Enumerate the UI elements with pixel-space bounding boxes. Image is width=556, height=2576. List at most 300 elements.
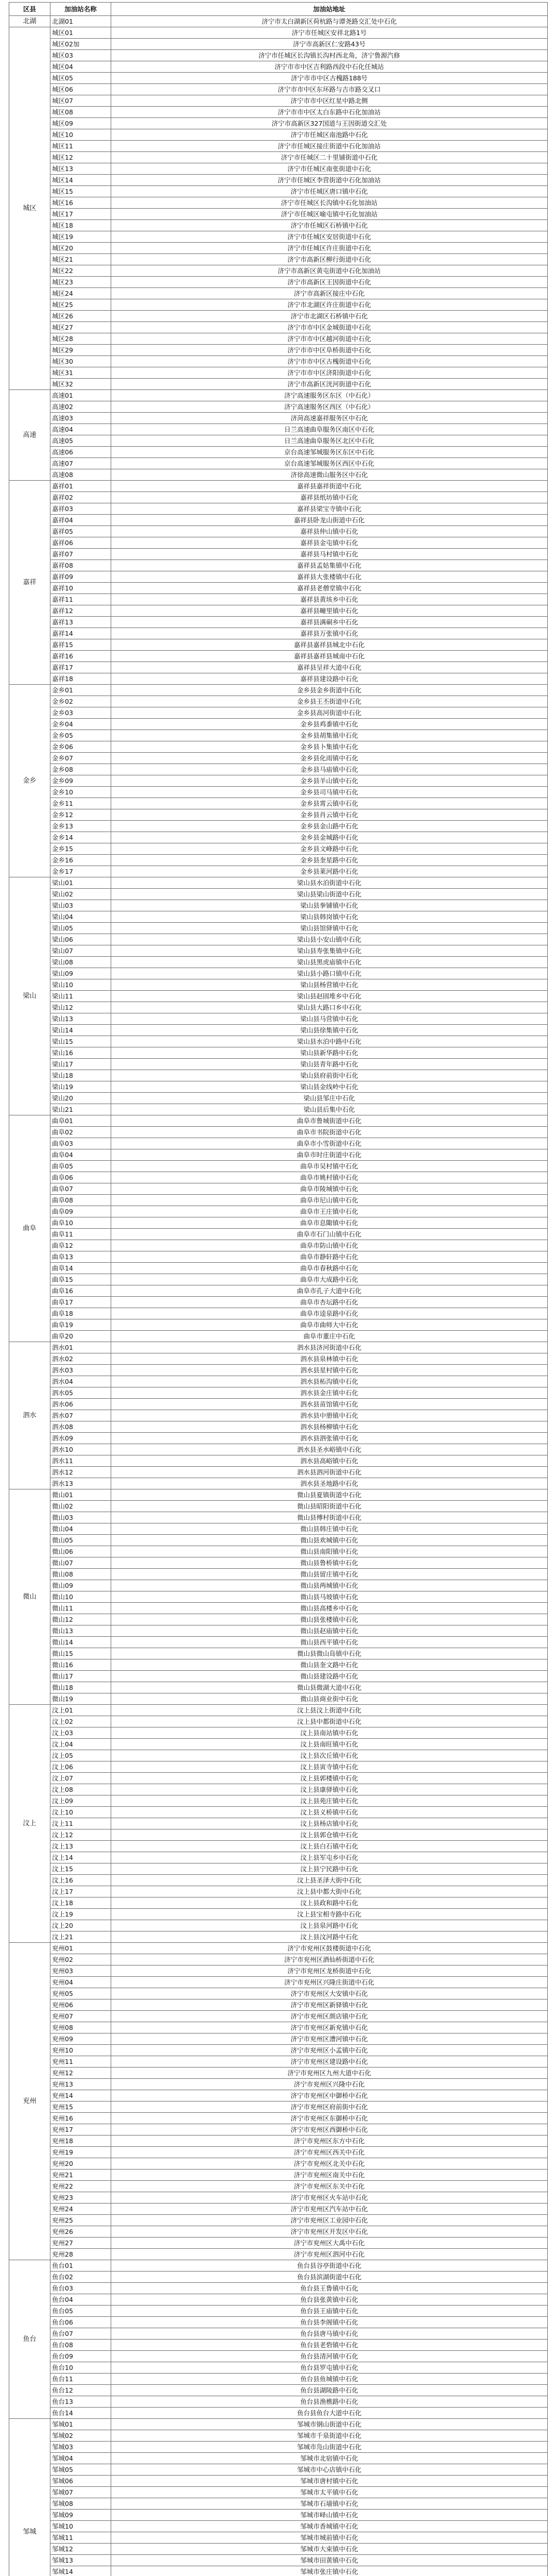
table-row [9,2566,548,2576]
table-row [9,1365,548,1376]
table-row [9,537,548,549]
station-address-cell: 济宁市高新区柳行街道中石化 [111,254,548,265]
table-row [9,1104,548,1115]
station-name-cell: 汶上19 [50,1909,111,1920]
station-address-cell: 济宁市任城区南张街道中石化 [111,163,548,175]
station-address-cell: 济宁市兖州区九州大道中石化 [111,2067,548,2079]
station-address-cell: 济宁市兖州区北关中石化 [111,2158,548,2170]
table-row [9,2272,548,2283]
table-row [9,2090,548,2102]
station-name-cell: 曲阜17 [50,1297,111,1308]
table-row [9,741,548,753]
station-address-cell: 金乡县化雨镇中石化 [111,753,548,764]
station-address-cell: 鱼台县滨湖街道中石化 [111,2272,548,2283]
table-row [9,1319,548,1331]
station-name-cell: 城区17 [50,209,111,220]
station-name-cell: 微山06 [50,1546,111,1557]
station-name-cell: 曲阜03 [50,1138,111,1149]
station-name-cell: 兖州19 [50,2147,111,2158]
station-name-cell: 城区21 [50,254,111,265]
table-row [9,1206,548,1217]
station-name-cell: 汶上07 [50,1773,111,1784]
table-row [9,1784,548,1795]
table-row [9,1501,548,1512]
station-address-cell: 鱼台县唐马镇中石化 [111,2328,548,2340]
station-address-cell: 济宁市高新区仁安路43号 [111,39,548,50]
table-row [9,1455,548,1467]
table-row [9,1750,548,1761]
table-row [9,866,548,877]
table-row [9,1659,548,1671]
station-name-cell: 鱼台08 [50,2340,111,2351]
table-row [9,1863,548,1875]
station-address-cell: 曲阜市石门山镇中石化 [111,1229,548,1240]
table-row [9,1841,548,1852]
station-name-cell: 微山11 [50,1603,111,1614]
table-row [9,605,548,617]
station-address-cell: 曲阜市逵泉路中石化 [111,1308,548,1319]
table-row [9,254,548,265]
station-address-cell: 金乡县文峰路中石化 [111,843,548,855]
table-row [9,1093,548,1104]
station-name-cell: 兖州24 [50,2204,111,2215]
table-row [9,152,548,163]
station-name-cell: 鱼台04 [50,2294,111,2306]
table-row [9,311,548,322]
station-name-cell: 汶上02 [50,1716,111,1727]
table-row [9,1047,548,1059]
table-row [9,503,548,515]
table-row [9,1115,548,1127]
table-row [9,2374,548,2385]
station-name-cell: 城区07 [50,95,111,107]
station-address-cell: 邹城市中心店镇中石化 [111,2464,548,2476]
station-name-cell: 汶上14 [50,1852,111,1863]
table-row [9,639,548,651]
station-address-cell: 金乡县卜集镇中石化 [111,741,548,753]
station-name-cell: 邹城13 [50,2555,111,2566]
station-name-cell: 邹城01 [50,2419,111,2430]
station-address-cell: 曲阜市息陬镇中石化 [111,1217,548,1229]
region-cell: 金乡 [9,685,50,877]
station-address-cell: 鱼台县谷亭街道中石化 [111,2260,548,2272]
station-name-cell: 鱼台14 [50,2408,111,2419]
station-name-cell: 邹城09 [50,2510,111,2521]
station-name-cell: 兖州09 [50,2033,111,2045]
station-name-cell: 汶上04 [50,1739,111,1750]
station-address-cell: 邹城市石墙镇中石化 [111,2498,548,2510]
station-address-cell: 济宁市兖州区开发区中石化 [111,2226,548,2238]
station-address-cell: 济宁市兖州区新兖镇中石化 [111,2022,548,2033]
station-name-cell: 汶上01 [50,1705,111,1716]
station-name-cell: 微山04 [50,1523,111,1535]
station-name-cell: 曲阜15 [50,1274,111,1285]
station-address-cell: 济宁市兖州区新驿镇中石化 [111,1999,548,2011]
station-name-cell: 兖州08 [50,2022,111,2033]
station-address-cell: 济宁市任城区许庄街道中石化 [111,243,548,254]
table-row [9,1399,548,1410]
station-name-cell: 嘉祥09 [50,571,111,583]
table-row [9,447,548,458]
table-row [9,1421,548,1433]
station-address-cell: 鱼台县张黄镇中石化 [111,2294,548,2306]
station-name-cell: 兖州05 [50,1988,111,1999]
table-row [9,1376,548,1387]
station-name-cell: 鱼台07 [50,2328,111,2340]
station-address-cell: 济宁市市中区阜桥街道中石化 [111,345,548,356]
station-name-cell: 城区10 [50,129,111,141]
station-name-cell: 邹城08 [50,2498,111,2510]
station-address-cell: 金乡县高河街道中石化 [111,707,548,719]
station-address-cell: 济宁市任城区李营街道中石化加油站 [111,175,548,186]
station-address-cell: 鱼台县渔樵路中石化 [111,2396,548,2408]
station-address-cell: 曲阜市鲁城街道中石化 [111,1115,548,1127]
station-name-cell: 梁山04 [50,911,111,923]
station-name-cell: 曲阜09 [50,1206,111,1217]
station-name-cell: 微山17 [50,1671,111,1682]
table-row [9,1342,548,1353]
station-name-cell: 泗水03 [50,1365,111,1376]
station-address-cell: 济宁市兖州区东方中石化 [111,2136,548,2147]
table-row [9,2317,548,2328]
station-name-cell: 兖州25 [50,2215,111,2226]
station-name-cell: 鱼台01 [50,2260,111,2272]
table-row [9,1557,548,1569]
station-address-cell: 梁山县大路口乡中石化 [111,1002,548,1013]
station-name-cell: 微山13 [50,1625,111,1637]
table-row [9,662,548,673]
station-address-cell: 济宁市兖州区泗河中石化 [111,2249,548,2260]
station-address-cell: 济宁市兖州区鼓楼街道中石化 [111,1943,548,1954]
station-address-cell: 曲阜市孔子大道中石化 [111,1285,548,1297]
station-address-cell: 泗水县中册镇中石化 [111,1410,548,1421]
station-address-cell: 泗水县泗河街道中石化 [111,1467,548,1478]
station-name-cell: 曲阜05 [50,1161,111,1172]
table-row [9,583,548,594]
table-row [9,2147,548,2158]
station-name-cell: 城区14 [50,175,111,186]
station-address-cell: 济宁市兖州区大禹中石化 [111,2238,548,2249]
station-address-cell: 嘉祥县马村镇中石化 [111,549,548,560]
station-address-cell: 微山县高楼乡中石化 [111,1603,548,1614]
table-row [9,2170,548,2181]
station-address-cell: 梁山县韩岗镇中石化 [111,911,548,923]
station-address-cell: 邹城市太平镇中石化 [111,2487,548,2498]
station-address-cell: 嘉祥县仲山镇中石化 [111,526,548,537]
table-row [9,1614,548,1625]
station-address-cell: 济宁市市中区东环路与吉市路交叉口 [111,84,548,95]
station-address-cell: 嘉祥县疃里镇中石化 [111,605,548,617]
station-name-cell: 微山15 [50,1648,111,1659]
station-name-cell: 泗水04 [50,1376,111,1387]
station-name-cell: 金乡05 [50,730,111,741]
table-row [9,2079,548,2090]
station-name-cell: 嘉祥07 [50,549,111,560]
station-name-cell: 金乡02 [50,696,111,707]
table-row [9,1489,548,1501]
region-cell: 北湖 [9,16,50,27]
table-row [9,2498,548,2510]
table-row [9,1138,548,1149]
station-name-cell: 曲阜07 [50,1183,111,1195]
station-address-cell: 济宁市市中区越河街道中石化 [111,333,548,345]
station-name-cell: 曲阜18 [50,1308,111,1319]
table-row [9,696,548,707]
station-name-cell: 汶上10 [50,1807,111,1818]
table-row [9,2362,548,2374]
station-address-cell: 金乡县肖云镇中石化 [111,809,548,821]
station-name-cell: 城区22 [50,265,111,277]
table-row [9,492,548,503]
station-address-cell: 汶上县汶河路中石化 [111,1931,548,1943]
station-address-cell: 微山县南阳镇中石化 [111,1546,548,1557]
station-name-cell: 兖州03 [50,1965,111,1977]
station-address-cell: 嘉祥县孟姑集镇中石化 [111,560,548,571]
table-row [9,2453,548,2464]
station-address-cell: 济宁市高新区327国道与王因街道交汇处 [111,118,548,129]
station-name-cell: 汶上17 [50,1886,111,1897]
station-name-cell: 金乡12 [50,809,111,821]
region-cell: 梁山 [9,877,50,1115]
table-row [9,1682,548,1693]
station-address-cell: 微山县韩庄镇中石化 [111,1523,548,1535]
table-row [9,2260,548,2272]
table-row [9,186,548,197]
station-name-cell: 金乡17 [50,866,111,877]
station-name-cell: 嘉祥05 [50,526,111,537]
table-row [9,1081,548,1093]
station-name-cell: 梁山08 [50,957,111,968]
station-address-cell: 济宁市兖州区漕河镇中石化 [111,2033,548,2045]
station-name-cell: 嘉祥13 [50,617,111,628]
table-row [9,1909,548,1920]
station-address-cell: 济宁市兖州区府前街中石化 [111,2102,548,2113]
station-name-cell: 梁山18 [50,1070,111,1081]
station-address-cell: 汶上县白石镇中石化 [111,1841,548,1852]
table-row [9,1331,548,1342]
station-name-cell: 兖州02 [50,1954,111,1965]
station-name-cell: 泗水09 [50,1433,111,1444]
station-address-cell: 邹城市张庄镇中石化 [111,2566,548,2576]
station-name-cell: 鱼台06 [50,2317,111,2328]
station-address-cell: 汶上县义桥镇中石化 [111,1807,548,1818]
table-row [9,1251,548,1263]
station-name-cell: 梁山05 [50,923,111,934]
table-row [9,843,548,855]
table-row [9,2067,548,2079]
station-address-cell: 汶上县杨店镇中石化 [111,1818,548,1829]
table-row [9,73,548,84]
station-name-cell: 兖州12 [50,2067,111,2079]
table-row [9,209,548,220]
station-address-cell: 鱼台县鱼台大道中石化 [111,2408,548,2419]
table-row [9,2396,548,2408]
station-address-cell: 邹城市千泉街道中石化 [111,2430,548,2442]
station-address-cell: 曲阜市时庄街道中石化 [111,1149,548,1161]
station-address-cell: 济宁市兖州区西关中石化 [111,2147,548,2158]
station-name-cell: 兖州15 [50,2102,111,2113]
station-address-cell: 济宁市市中区金城街道中石化 [111,322,548,333]
station-name-cell: 嘉祥16 [50,651,111,662]
table-row [9,2419,548,2430]
station-name-cell: 邹城04 [50,2453,111,2464]
station-address-cell: 鱼台县王庙镇中石化 [111,2306,548,2317]
station-name-cell: 汶上06 [50,1761,111,1773]
region-cell: 兖州 [9,1943,50,2260]
station-name-cell: 梁山03 [50,900,111,911]
station-address-cell: 京台高速邹城服务区东区中石化 [111,447,548,458]
table-row [9,61,548,73]
station-address-cell: 邹城市凫山街道中石化 [111,2442,548,2453]
table-row [9,1036,548,1047]
station-address-cell: 汶上县南旺镇中石化 [111,1739,548,1750]
station-name-cell: 金乡08 [50,764,111,775]
station-address-cell: 济宁市兖州区火车站中石化 [111,2192,548,2204]
table-row [9,1444,548,1455]
table-row [9,821,548,832]
station-address-cell: 梁山县寿张集镇中石化 [111,945,548,957]
table-row [9,730,548,741]
station-name-cell: 嘉祥08 [50,560,111,571]
table-row [9,968,548,979]
station-name-cell: 兖州21 [50,2170,111,2181]
station-name-cell: 城区20 [50,243,111,254]
table-row [9,2136,548,2147]
table-row [9,764,548,775]
station-address-cell: 济宁市任城区安居街道中石化 [111,231,548,243]
station-address-cell: 邹城市城前镇中石化 [111,2532,548,2544]
station-address-cell: 泗水县高峪镇中石化 [111,1455,548,1467]
station-address-cell: 鱼台县清河镇中石化 [111,2351,548,2362]
station-address-cell: 济宁市高新区接庄中石化 [111,288,548,299]
station-address-cell: 济徐高速微山服务区中石化 [111,469,548,481]
table-row [9,1999,548,2011]
station-name-cell: 鱼台11 [50,2374,111,2385]
station-name-cell: 梁山13 [50,1013,111,1025]
station-address-cell: 微山县张楼镇中石化 [111,1614,548,1625]
table-row [9,481,548,492]
region-cell: 邹城 [9,2419,50,2576]
table-row [9,1603,548,1614]
station-name-cell: 曲阜08 [50,1195,111,1206]
station-address-cell: 微山县留庄镇中石化 [111,1569,548,1580]
station-address-cell: 京台高速邹城服务区西区中石化 [111,458,548,469]
table-row [9,1569,548,1580]
station-address-cell: 汶上县军屯乡中石化 [111,1852,548,1863]
table-row [9,95,548,107]
table-row [9,1693,548,1705]
station-name-cell: 兖州18 [50,2136,111,2147]
station-address-cell: 鱼台县罗屯镇中石化 [111,2362,548,2374]
table-row [9,1739,548,1750]
table-row [9,163,548,175]
station-address-cell: 济宁市市中区古槐街道中石化 [111,356,548,367]
station-name-cell: 梁山19 [50,1081,111,1093]
table-row [9,1671,548,1682]
station-name-cell: 邹城07 [50,2487,111,2498]
table-row [9,435,548,447]
station-name-cell: 金乡14 [50,832,111,843]
station-name-cell: 金乡03 [50,707,111,719]
station-address-cell: 汶上县中都街道中石化 [111,1716,548,1727]
table-row [9,1637,548,1648]
table-body [9,16,548,2576]
station-name-cell: 城区03 [50,50,111,61]
table-row [9,1591,548,1603]
station-name-cell: 曲阜19 [50,1319,111,1331]
station-name-cell: 汶上15 [50,1863,111,1875]
station-name-cell: 汶上21 [50,1931,111,1943]
table-row [9,1965,548,1977]
table-row [9,617,548,628]
table-row [9,1070,548,1081]
station-name-cell: 汶上13 [50,1841,111,1852]
station-name-cell: 嘉祥17 [50,662,111,673]
table-row [9,141,548,152]
station-address-cell: 嘉祥县卧龙山街道中石化 [111,515,548,526]
station-address-cell: 邹城市峄山镇中石化 [111,2510,548,2521]
station-name-cell: 曲阜16 [50,1285,111,1297]
station-name-cell: 金乡15 [50,843,111,855]
station-address-cell: 梁山县赵固堆乡中石化 [111,991,548,1002]
table-row [9,1931,548,1943]
table-row [9,2192,548,2204]
table-row [9,299,548,311]
station-address-cell: 嘉祥县纸坊镇中石化 [111,492,548,503]
table-row [9,526,548,537]
station-address-cell: 微山县微湖大道中石化 [111,1682,548,1693]
table-row [9,345,548,356]
station-address-cell: 济宁市兖州区酒仙桥街道中石化 [111,1954,548,1965]
table-row [9,1829,548,1841]
station-name-cell: 嘉祥01 [50,481,111,492]
station-address-cell: 汶上县中都大街中石化 [111,1886,548,1897]
table-row [9,628,548,639]
station-address-cell: 济宁市兖州区西御桥中石化 [111,2124,548,2136]
station-name-cell: 梁山16 [50,1047,111,1059]
station-address-cell: 微山县傅村街道中石化 [111,1512,548,1523]
station-name-cell: 城区28 [50,333,111,345]
station-name-cell: 鱼台09 [50,2351,111,2362]
station-address-cell: 梁山县水泊街道中石化 [111,877,548,889]
station-name-cell: 高速08 [50,469,111,481]
table-row [9,197,548,209]
station-name-cell: 城区27 [50,322,111,333]
station-name-cell: 金乡16 [50,855,111,866]
station-name-cell: 微山19 [50,1693,111,1705]
station-name-cell: 金乡07 [50,753,111,764]
table-row [9,16,548,27]
table-row [9,1807,548,1818]
station-name-cell: 兖州16 [50,2113,111,2124]
station-address-cell: 汶上县次丘镇中石化 [111,1750,548,1761]
station-name-cell: 汶上03 [50,1727,111,1739]
station-address-cell: 金乡县羊山镇中石化 [111,775,548,787]
station-name-cell: 微山12 [50,1614,111,1625]
station-name-cell: 鱼台10 [50,2362,111,2374]
station-address-cell: 金乡县金山路中石化 [111,821,548,832]
table-row [9,2045,548,2056]
table-row [9,1433,548,1444]
station-name-cell: 城区29 [50,345,111,356]
station-address-cell: 济宁市兖州区兴隆庄街道中石化 [111,1977,548,1988]
table-row [9,1285,548,1297]
station-address-cell: 微山县鲁桥镇中石化 [111,1557,548,1569]
table-row [9,2294,548,2306]
station-address-cell: 济宁市市中区红星中路北侧 [111,95,548,107]
table-row [9,401,548,413]
station-name-cell: 泗水12 [50,1467,111,1478]
